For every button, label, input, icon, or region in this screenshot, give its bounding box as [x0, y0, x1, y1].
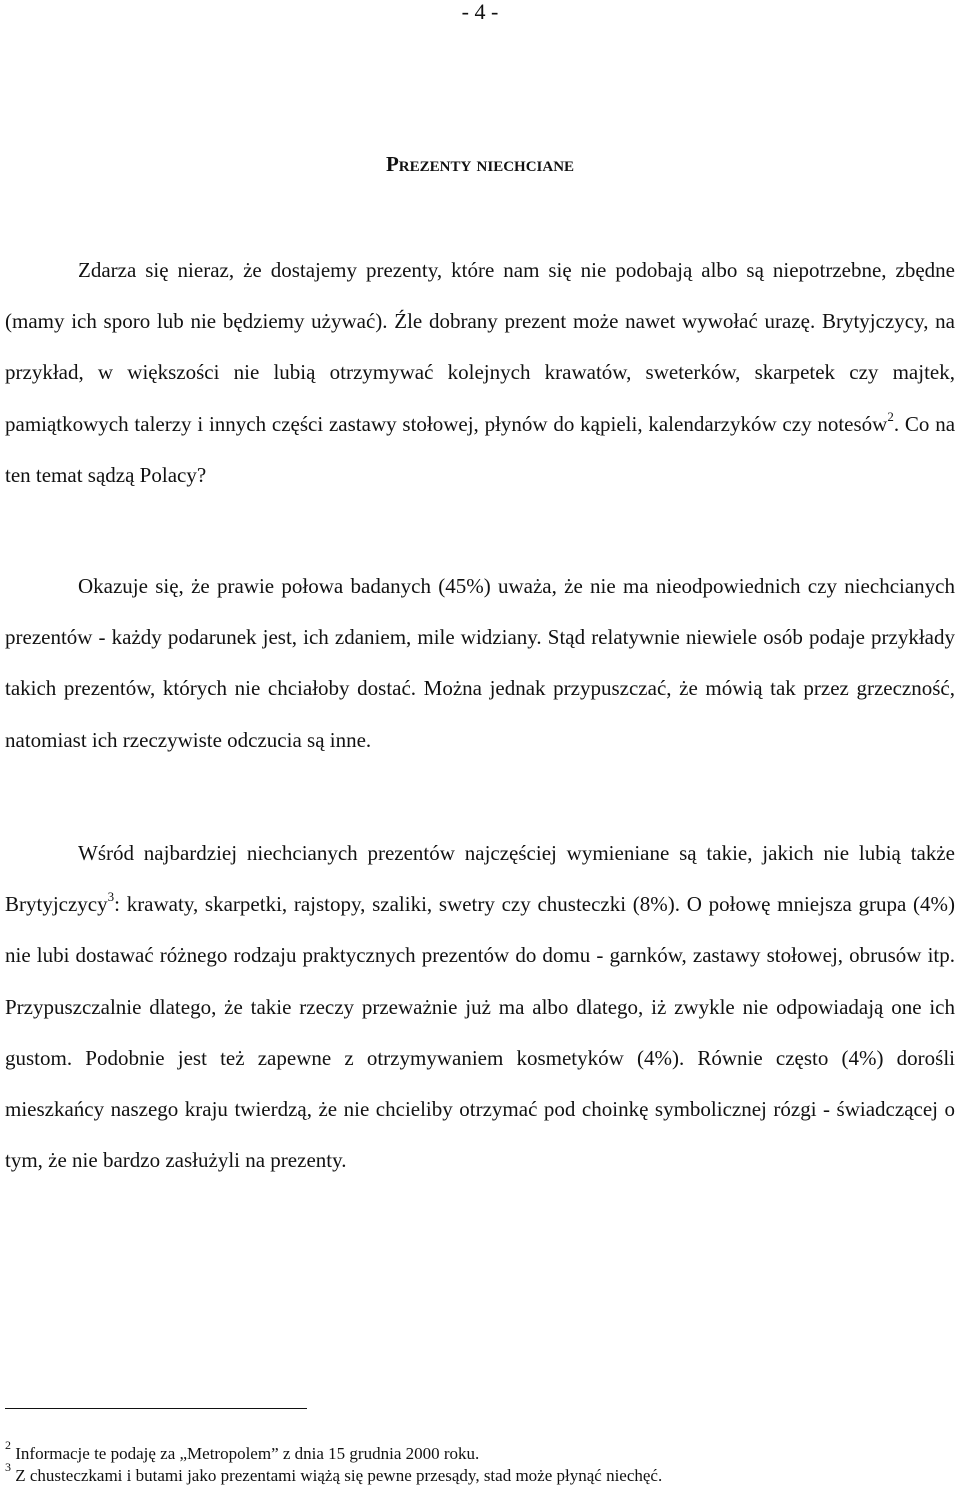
paragraph-2: [5, 561, 955, 766]
paragraph-3-text-a: Wśród najbardziej niechcianych prezentów najczęściej wymieniane są takie, jakich nie lubią także Brytyjczycy: [5, 841, 955, 917]
footnote-mark: 2: [5, 1438, 11, 1453]
page-title: Prezenty niechciane: [385, 152, 575, 176]
paragraph-2-text: Okazuje się, że prawie połowa badanych (45%) uważa, że nie ma nieodpowiednich czy niechcianych prezentów - każdy podarunek jest, ich zdaniem, mile widziany. Stąd relatywnie niewiele osób podaje przykłady takich prezentów, których nie chciałoby dostać. Można jednak przypuszczać, że mówią tak przez grzeczność, natomiast ich rzeczywiste odczucia są inne.: [5, 574, 955, 752]
footnote-ref-3[interactable]: 3: [107, 889, 115, 905]
page-number: - 4 -: [461, 0, 499, 24]
footnote-separator: [5, 1408, 307, 1409]
footnote-text: Z chusteczkami i butami jako prezentami wiążą się pewne przesądy, stad może płynąć niechęć.: [15, 1466, 663, 1485]
paragraph-3: [5, 828, 955, 1186]
footnote-text: Informacje te podaję za „Metropolem” z dnia 15 grudnia 2000 roku.: [15, 1444, 480, 1463]
paragraph-1-text-a: Zdarza się nieraz, że dostajemy prezenty, które nam się nie podobają albo są niepotrzebne, zbędne (mamy ich sporo lub nie będziemy używać). Źle dobrany prezent może nawet wywołać urazę. Brytyjczycy, na przykład, w większości nie lubią otrzymywać kolejnych krawatów, sweterków, skarpetek czy majtek, pamiątkowych talerzy i innych części zastawy stołowej, płynów do kąpieli, kalendarzyków czy notesów: [5, 258, 955, 436]
paragraph-3-text-b: : krawaty, skarpetki, rajstopy, szaliki, swetry czy chusteczki (8%). O połowę mniejsza grupa (4%) nie lubi dostawać różnego rodzaju praktycznych prezentów do domu - garnków, zastawy stołowej, obrusów itp. Przypuszczalnie dlatego, że takie rzeczy przeważnie już ma albo dlatego, iż zwykle nie odpowiadają one ich gustom. Podobnie jest też zapewne z otrzymywaniem kosmetyków (4%). Równie często (4%) dorośli mieszkańcy naszego kraju twierdzą, że nie chcieliby otrzymać pod choinkę symbolicznej rózgi - świadczącej o tym, że nie bardzo zasłużyli na prezenty.: [5, 892, 955, 1173]
footnote-2: [5, 1438, 955, 1464]
paragraph-1: [5, 245, 955, 501]
footnote-3: [5, 1460, 955, 1486]
footnote-mark: 3: [5, 1460, 11, 1475]
paragraph-1-text-b: . Co na ten temat sądzą Polacy?: [5, 411, 956, 487]
footnote-ref-2[interactable]: 2: [887, 408, 894, 424]
